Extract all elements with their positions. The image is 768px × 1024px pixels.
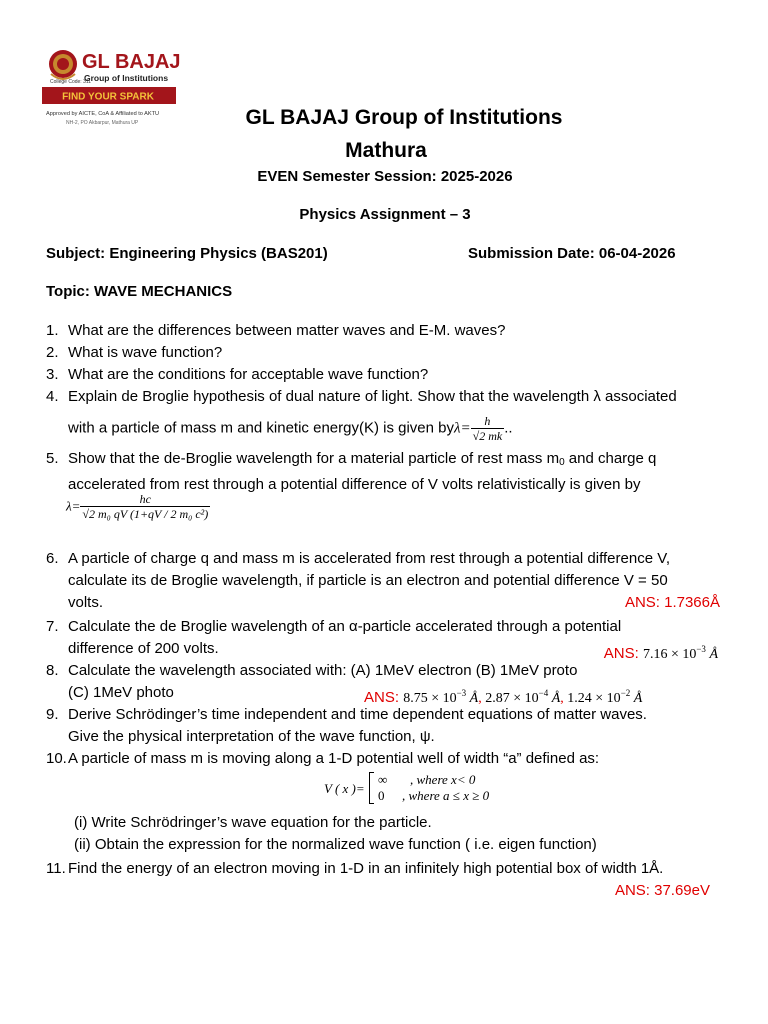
topic-line: Topic: WAVE MECHANICS: [46, 283, 233, 300]
question-2: [46, 342, 722, 364]
answer-prefix: ANS:: [603, 645, 639, 662]
question-text: Show that the de-Broglie wavelength for a material particle of rest mass m: [68, 450, 560, 467]
question-number: 4.: [46, 388, 59, 405]
question-text: What are the differences between matter waves and E-M. waves?: [68, 322, 506, 339]
case-condition: , where x< 0: [410, 772, 476, 787]
potential-function: [324, 772, 489, 804]
question-number: 9.: [46, 706, 59, 723]
question-text: A particle of charge q and mass m is accelerated from rest through a potential difference V,: [68, 550, 670, 567]
potential-lhs: V ( x )=: [324, 781, 365, 796]
question-number: 1.: [46, 322, 59, 339]
formula-denominator: √2 mk: [472, 429, 503, 443]
question-text: What are the conditions for acceptable wave function?: [68, 366, 429, 383]
question-5: [46, 448, 722, 538]
answer-photon: 1.24 × 10: [567, 691, 621, 706]
answer-exponent: −4: [538, 688, 549, 698]
de-broglie-formula: [471, 414, 505, 443]
question-text: with a particle of mass m and kinetic energy(K) is given by: [68, 419, 454, 437]
subject-line: Subject: Engineering Physics (BAS201): [46, 245, 328, 262]
institution-city: Mathura: [345, 139, 427, 162]
question-text: accelerated from rest through a potential difference of V volts relativistically is given by: [68, 476, 641, 493]
question-text: A particle of mass m is moving along a 1-D potential well of width “a” defined as:: [68, 750, 600, 767]
question-text: (C) 1MeV photo: [68, 684, 174, 701]
question-text: Calculate the wavelength associated with: (A) 1MeV electron (B) 1MeV proto: [68, 662, 578, 679]
question-6: [46, 548, 722, 614]
institution-title: GL BAJAJ Group of Institutions: [245, 106, 563, 129]
answer-label: ANS: 37.69eV: [614, 882, 710, 899]
case-value: ∞: [378, 772, 388, 787]
question-text: Give the physical interpretation of the wave function, ψ.: [68, 728, 435, 745]
formula-numerator: h: [471, 414, 505, 429]
formula-lhs: λ=: [66, 498, 81, 514]
svg-text:Approved by AICTE, CoA & Affil: Approved by AICTE, CoA & Affiliated to AKTU: [46, 111, 160, 117]
question-text: difference of 200 volts.: [68, 640, 219, 657]
submission-date: Submission Date: 06-04-2026: [468, 245, 676, 262]
question-number: 10.: [46, 750, 67, 767]
answer-unit: Å: [705, 647, 718, 662]
case-condition: , where a ≤ x ≥ 0: [402, 788, 490, 803]
relativistic-formula: [66, 492, 210, 521]
question-number: 3.: [46, 366, 59, 383]
sub-question-ii: (ii) Obtain the expression for the normalized wave function ( i.e. eigen function): [74, 836, 597, 853]
question-10: [46, 748, 722, 858]
question-number: 7.: [46, 618, 59, 635]
question-text: Explain de Broglie hypothesis of dual nature of light. Show that the wavelength λ associated: [68, 388, 677, 405]
question-text: Derive Schrödinger’s time independent and time dependent equations of matter waves.: [68, 706, 647, 723]
question-text: Calculate the de Broglie wavelength of an α-particle accelerated through a potential: [68, 618, 622, 635]
question-text: and charge q: [564, 450, 657, 467]
svg-text:College Code: 311: College Code: 311: [50, 79, 92, 85]
formula-denominator: √2 m₀ qV (1+qV / 2 m₀ c²): [82, 507, 209, 521]
question-7: [46, 616, 722, 660]
assignment-title: Physics Assignment – 3: [299, 206, 471, 223]
svg-text:NH-2, PO Akbarpur, Mathura UP: NH-2, PO Akbarpur, Mathura UP: [66, 120, 139, 126]
question-text: volts.: [68, 594, 104, 611]
answer-electron: 8.75 × 10: [403, 691, 457, 706]
question-text-line2: [68, 414, 722, 443]
sub-question-i: (i) Write Schrödringer’s wave equation for the particle.: [74, 814, 432, 831]
question-text: What is wave function?: [68, 344, 223, 361]
svg-text:FIND YOUR SPARK: FIND YOUR SPARK: [62, 91, 154, 103]
subscript: 0: [559, 457, 565, 468]
question-text: calculate its de Broglie wavelength, if particle is an electron and potential difference V = 50: [68, 572, 668, 589]
question-text: Find the energy of an electron moving in 1-D in an infinitely high potential box of width 1Å.: [68, 860, 664, 877]
answer-unit: Å: [548, 691, 561, 706]
answer-values: $8.75 \times 10^{-3}$ Å, $2.87 \times 10^{-4}$ Å, $1.24 \times 10^{-2}$ Å: [403, 688, 643, 706]
answer-exponent: −3: [456, 688, 467, 698]
question-number: 8.: [46, 662, 59, 679]
question-3: [46, 364, 722, 386]
answer-proton: 2.87 × 10: [485, 691, 539, 706]
svg-text:GL BAJAJ: GL BAJAJ: [82, 51, 181, 73]
question-number: 2.: [46, 344, 59, 361]
question-9: [46, 704, 722, 748]
formula-numerator: hc: [80, 492, 210, 507]
answer-exponent: −2: [620, 688, 631, 698]
case-value: 0: [378, 788, 385, 803]
question-text-line1: [68, 448, 722, 474]
formula-tail: ..: [504, 419, 513, 437]
question-number: 6.: [46, 550, 59, 567]
answer-prefix: ANS:: [364, 689, 400, 706]
answer-unit: Å: [466, 691, 479, 706]
question-number: 11.: [46, 860, 66, 877]
formula-lhs: λ=: [454, 420, 471, 437]
question-1: [46, 320, 722, 342]
svg-text:Group of Institutions: Group of Institutions: [84, 73, 169, 83]
relativistic-fraction: [80, 492, 210, 521]
answer-mantissa: 7.16 × 10: [642, 647, 697, 662]
answer-exponent: −3: [696, 644, 706, 654]
question-4: [46, 386, 722, 446]
question-11: [46, 858, 722, 902]
semester-session: EVEN Semester Session: 2025-2026: [257, 168, 513, 185]
answer-unit: Å: [630, 691, 643, 706]
question-8: [46, 660, 722, 704]
question-number: 5.: [46, 450, 59, 467]
answer-label: ANS: 1.7366Å: [624, 594, 720, 611]
